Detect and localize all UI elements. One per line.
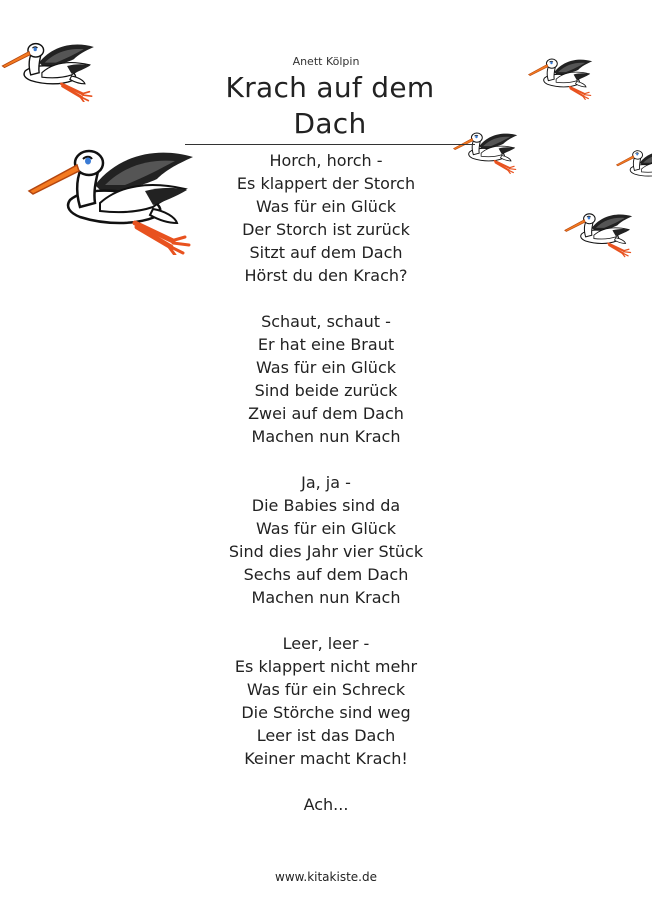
- author-name: Anett Kölpin: [292, 55, 360, 68]
- stanza-2: [0, 310, 652, 448]
- poem-line: Keiner macht Krach!: [244, 749, 408, 768]
- poem-line: Was für ein Glück: [255, 197, 397, 216]
- poem-line: Sind beide zurück: [254, 381, 398, 400]
- stork-icon: [0, 40, 95, 102]
- poem-line: Horch, horch -: [269, 151, 383, 170]
- poem-body: [0, 149, 652, 839]
- poem-line: Sechs auf dem Dach: [243, 565, 409, 584]
- poem-line: Machen nun Krach: [251, 588, 401, 607]
- website-footer: www.kitakiste.de: [275, 870, 377, 884]
- stanza-5: [0, 793, 652, 816]
- poem-line: Es klappert nicht mehr: [234, 657, 418, 676]
- poem-line: Leer, leer -: [282, 634, 370, 653]
- poem-line: Es klappert der Storch: [236, 174, 416, 193]
- poem-line: Was für ein Schreck: [246, 680, 406, 699]
- poem-line: Ach...: [303, 795, 349, 814]
- poem-line: Die Babies sind da: [251, 496, 401, 515]
- poem-title: Krach auf dem Dach: [185, 70, 475, 145]
- stanza-3: [0, 471, 652, 609]
- poem-line: Der Storch ist zurück: [242, 220, 410, 239]
- poem-line: Machen nun Krach: [251, 427, 401, 446]
- stanza-4: [0, 632, 652, 770]
- poem-line: Die Störche sind weg: [241, 703, 411, 722]
- poem-line: Was für ein Glück: [255, 358, 397, 377]
- poem-line: Zwei auf dem Dach: [248, 404, 404, 423]
- poem-line: Schaut, schaut -: [261, 312, 391, 331]
- poem-line: Was für ein Glück: [255, 519, 397, 538]
- poem-line: Er hat eine Braut: [257, 335, 395, 354]
- stanza-1: [0, 149, 652, 287]
- poem-line: Sitzt auf dem Dach: [249, 243, 403, 262]
- poem-line: Ja, ja -: [301, 473, 351, 492]
- poem-line: Leer ist das Dach: [256, 726, 396, 745]
- poem-line: Hörst du den Krach?: [244, 266, 408, 285]
- poem-line: Sind dies Jahr vier Stück: [228, 542, 424, 561]
